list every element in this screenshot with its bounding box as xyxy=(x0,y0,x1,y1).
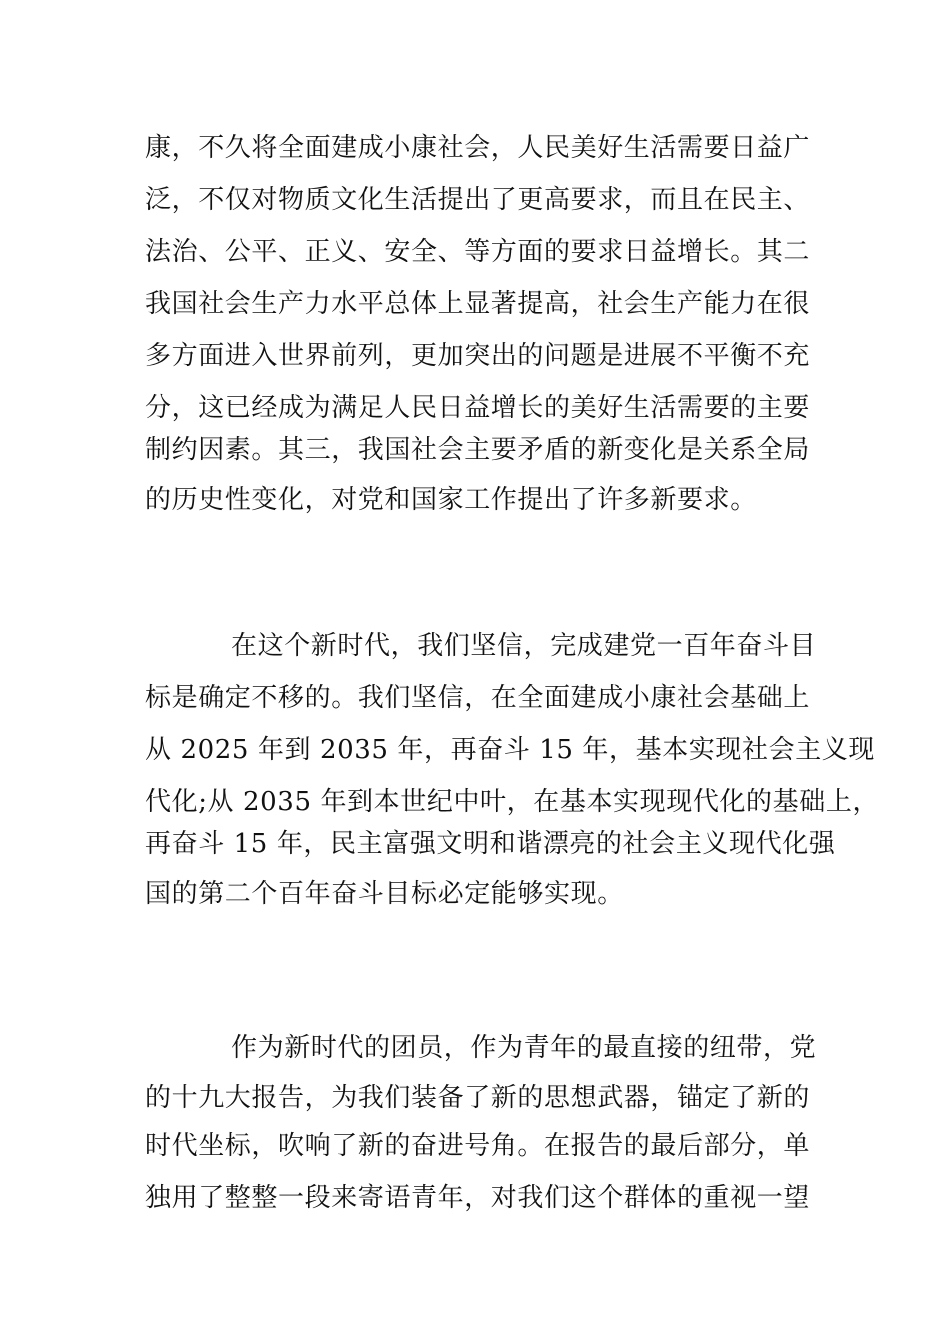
text-line: 我国社会生产力水平总体上显著提高，社会生产能力在很 xyxy=(145,289,811,319)
text-line: 的十九大报告，为我们装备了新的思想武器，锚定了新的 xyxy=(145,1083,811,1113)
text-line: 标是确定不移的。我们坚信，在全面建成小康社会基础上 xyxy=(145,683,811,713)
text-line: 法治、公平、正义、安全、等方面的要求日益增长。其二 xyxy=(145,237,811,267)
text-line: 代化;从 2035 年到本世纪中叶，在基本实现现代化的基础上， xyxy=(145,787,880,817)
text-line: 制约因素。其三，我国社会主要矛盾的新变化是关系全局 xyxy=(145,435,811,465)
text-line: 的历史性变化，对党和国家工作提出了许多新要求。 xyxy=(145,485,757,515)
text-line: 从 2025 年到 2035 年，再奋斗 15 年，基本实现社会主义现 xyxy=(145,735,876,765)
text-line: 国的第二个百年奋斗目标必定能够实现。 xyxy=(145,879,624,909)
text-line: 分，这已经成为满足人民日益增长的美好生活需要的主要 xyxy=(145,393,811,423)
text-line: 泛，不仅对物质文化生活提出了更高要求，而且在民主、 xyxy=(145,185,811,215)
text-line: 再奋斗 15 年，民主富强文明和谐漂亮的社会主义现代化强 xyxy=(145,829,836,859)
text-line: 康，不久将全面建成小康社会，人民美好生活需要日益广 xyxy=(145,133,811,163)
text-line: 多方面进入世界前列，更加突出的问题是进展不平衡不充 xyxy=(145,341,811,371)
text-line: 时代坐标，吹响了新的奋进号角。在报告的最后部分，单 xyxy=(145,1131,811,1161)
text-line: 独用了整整一段来寄语青年，对我们这个群体的重视一望 xyxy=(145,1183,811,1213)
text-line: 作为新时代的团员，作为青年的最直接的纽带，党 xyxy=(231,1033,817,1063)
text-line: 在这个新时代，我们坚信，完成建党一百年奋斗目 xyxy=(231,631,817,661)
